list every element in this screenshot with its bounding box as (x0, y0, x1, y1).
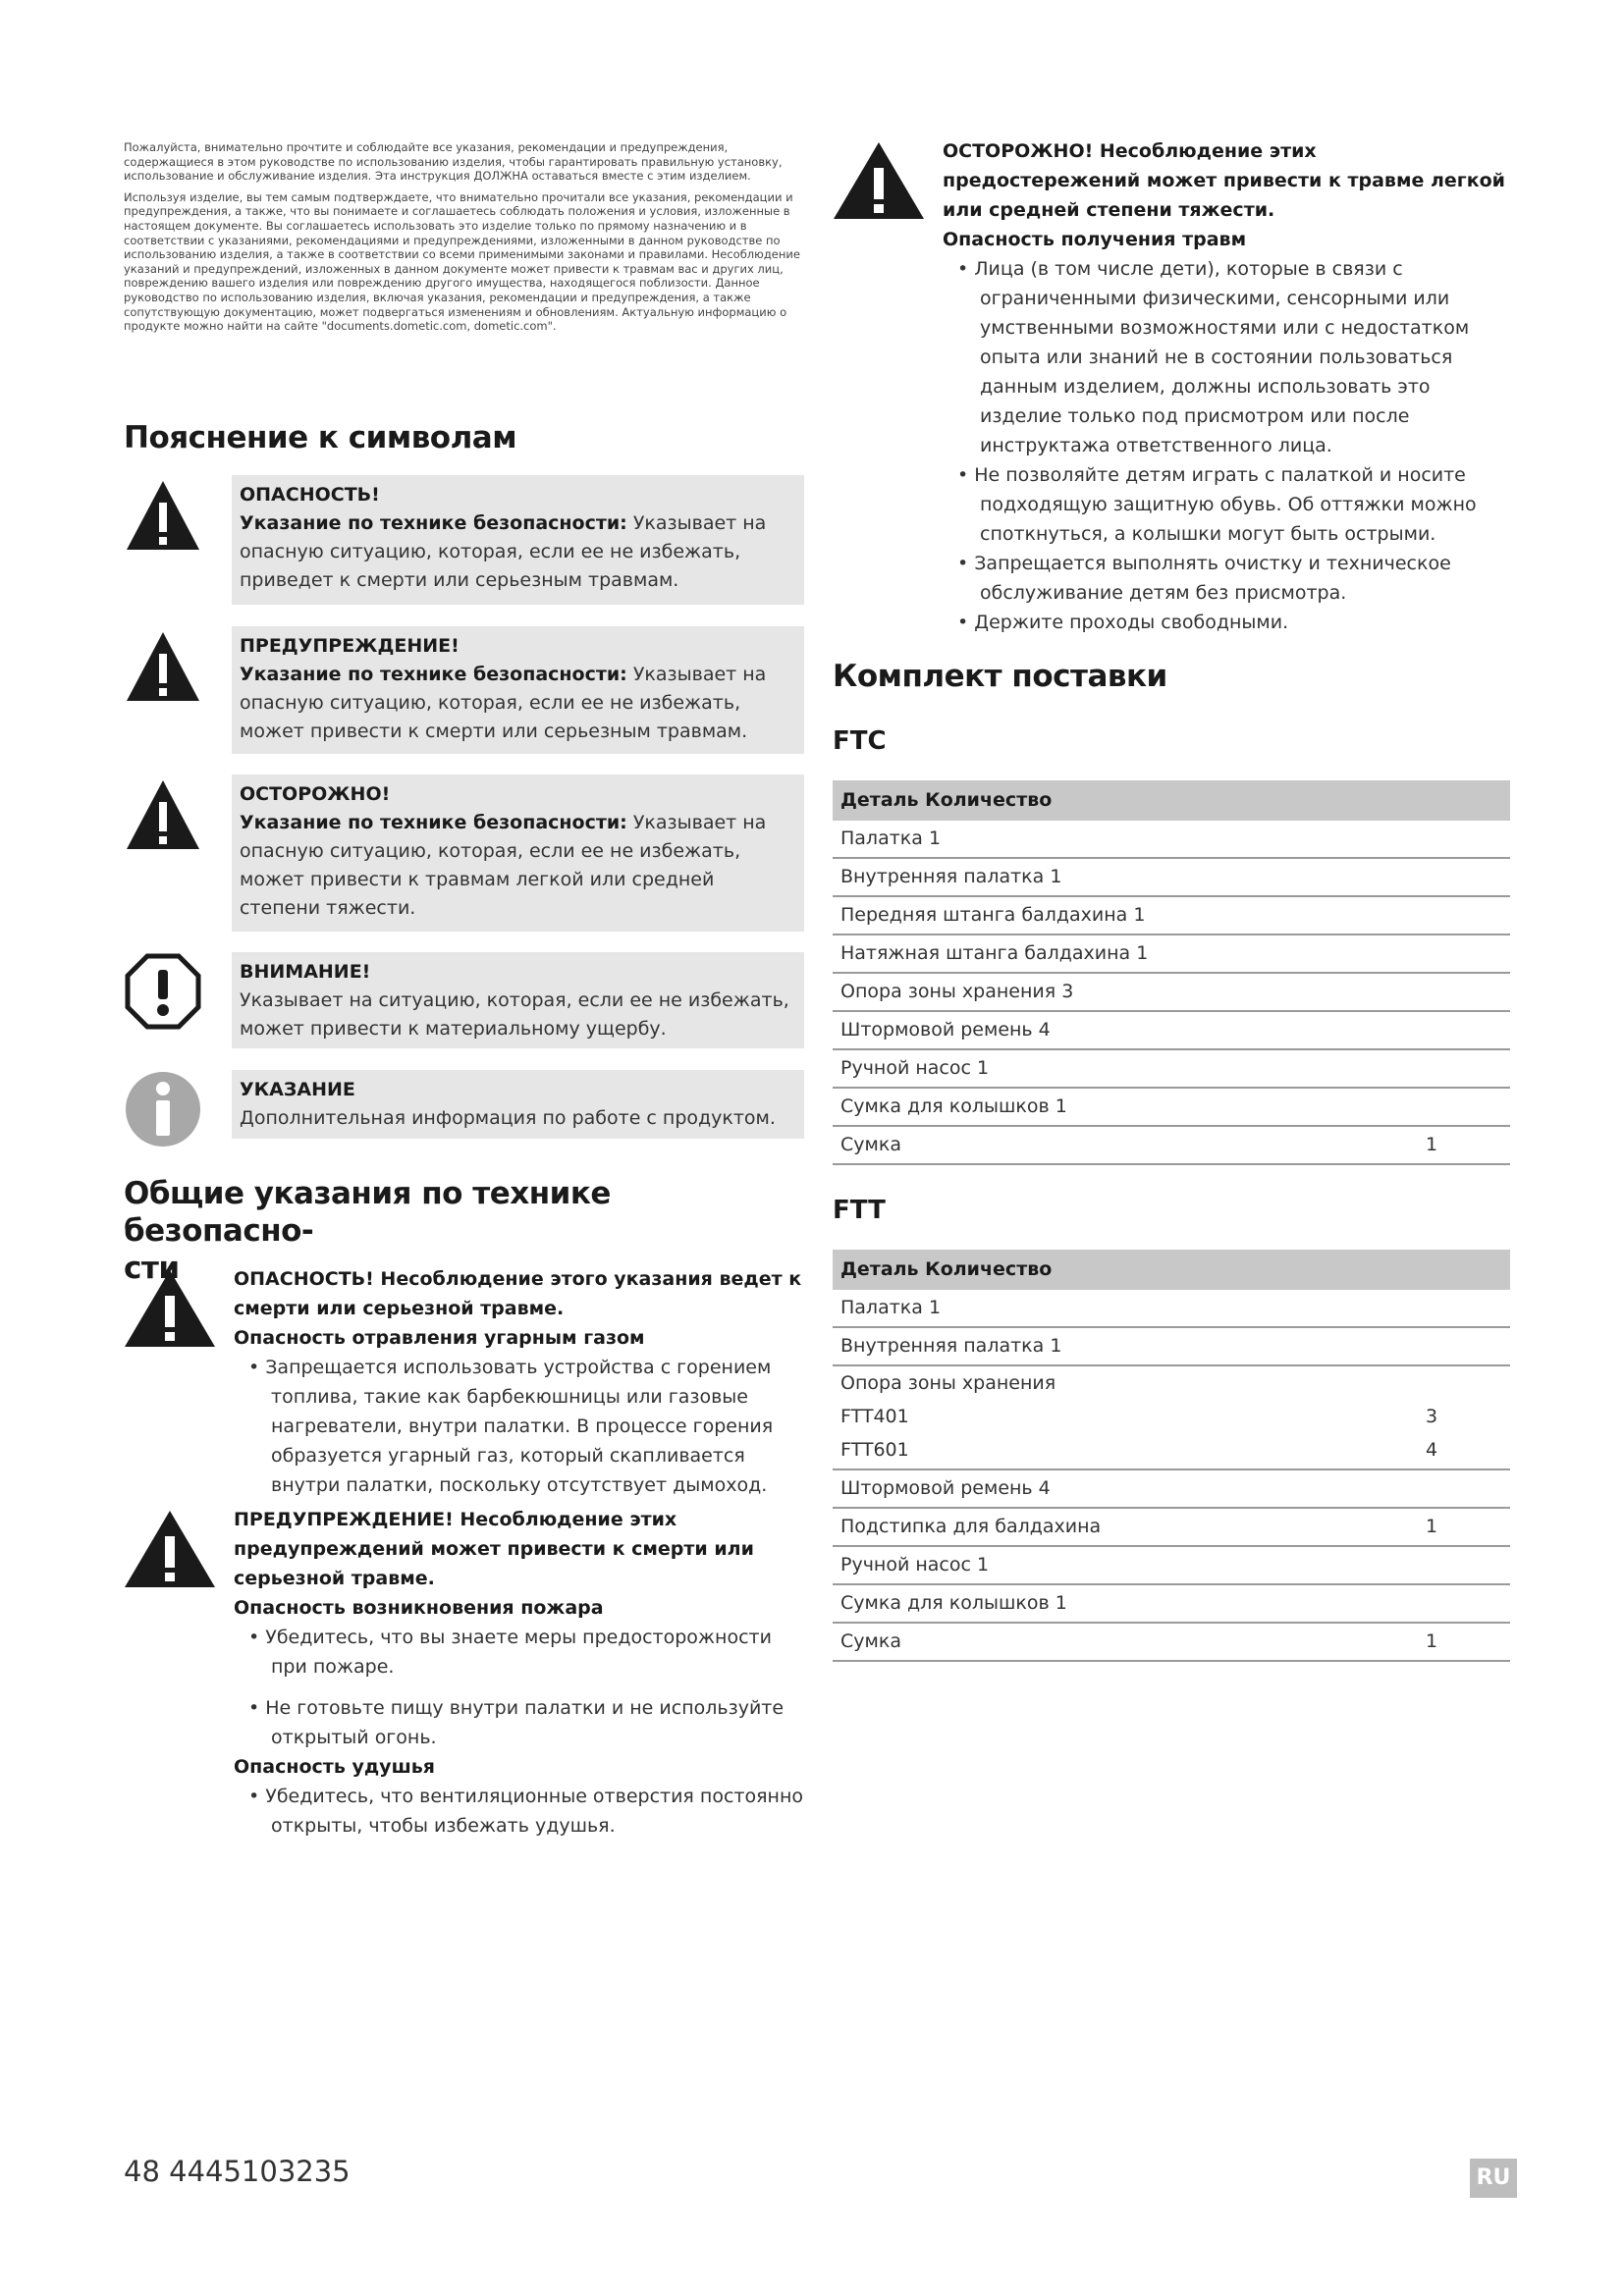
part-quantity: 1 (1426, 1134, 1438, 1155)
table-row (833, 821, 1510, 859)
safety-danger-text (234, 1264, 804, 1500)
warning-triangle-icon (124, 1509, 217, 1589)
list-item: • Запрещается использовать устройства с горением топлива, такие как барбекюшницы или газовые нагреватели, внутри палатки. В процессе горения образуется угарный газ, который скапливается внутри палатки, поскольку отсутствует дымоход. (248, 1357, 774, 1496)
warning-text: Указывает на опасную ситуацию, которая, если ее не избежать, может привести к смерти или серьезным травмам. (240, 664, 767, 742)
table-row (833, 1089, 1510, 1127)
part-name: Палатка 1 (840, 828, 942, 849)
table-row (833, 897, 1510, 935)
part-name: Внутренняя палатка 1 (840, 1335, 1062, 1357)
table-row (833, 859, 1510, 897)
list-item: • Не готовьте пищу внутри палатки и не используйте открытый огонь. (248, 1697, 785, 1748)
safety-heading-line2: сти (124, 1251, 180, 1286)
page-number: 48 4445103235 (124, 2155, 351, 2188)
table-row (833, 1328, 1510, 1366)
safety-caution-text (943, 136, 1510, 637)
notice-box (232, 952, 804, 1048)
table-sub-row (840, 1433, 1510, 1467)
part-quantity: 3 (1426, 1406, 1438, 1427)
part-name: Сумка (840, 1630, 901, 1652)
safety-caution-sub: Опасность получения травм (943, 229, 1247, 250)
list-item: • Запрещается выполнять очистку и техническое обслуживание детям без присмотра. (957, 553, 1451, 604)
ftt-title: FTT (833, 1196, 886, 1225)
warning-triangle-icon (124, 776, 202, 855)
caution-lead: Указание по технике безопасности: (240, 812, 627, 833)
table-row (833, 1624, 1510, 1662)
intro-paragraph-2: Используя изделие, вы тем самым подтверждаете, что внимательно прочитали все указания, рекомендации и предупреждения, а также, что вы понимаете и соглашаетесь соблюдать положения и условия, изложенные в настоящем документе. Вы соглашаетесь использовать это изделие только по прямому назначению и в соответствии с указаниями, рекомендациями и предупреждениями, изложенными в данном руководстве по использованию изделия, а также в соответствии со всеми применимыми законами и правилами. Несоблюдение указаний и предупреждений, изложенных в данном документе может привести к травмам вас и других лиц, повреждению вашего изделия или повреждению другого имущества, находящегося поблизости. Данное руководство по использованию изделия, включая указания, рекомендации и предупреждения, а также сопутствующую документацию, может подвергаться изменениям и обновлениям. Актуальную информацию о продукте можно найти на сайте "documents.dometic.com, dometic.com". (124, 189, 800, 334)
table-sub-row (840, 1400, 1510, 1433)
info-icon (124, 1070, 202, 1148)
notice-title: ВНИМАНИЕ! (240, 961, 371, 983)
ftc-table (833, 780, 1510, 1165)
table-row (833, 1290, 1510, 1328)
table-row (833, 1127, 1510, 1165)
list-item: • Лица (в том числе дети), которые в связи с ограниченными физическими, сенсорными или умственными возможностями или с недостатком опыта или знаний не в состоянии пользоваться данным изделием, должны использовать это изделие только под присмотром или после инструктажа ответственного лица. (957, 258, 1470, 456)
warning-box (232, 626, 804, 754)
part-name: Ручной насос 1 (840, 1057, 990, 1079)
table-row (833, 1366, 1510, 1470)
part-name: Опора зоны хранения 3 (840, 981, 1074, 1002)
warning-triangle-icon (124, 477, 202, 556)
part-name: Передняя штанга балдахина 1 (840, 904, 1146, 926)
table-row (833, 974, 1510, 1012)
note-title: УКАЗАНИЕ (240, 1079, 355, 1100)
list-item: • Убедитесь, что вы знаете меры предосторожности при пожаре. (248, 1627, 772, 1678)
warning-triangle-icon (833, 140, 926, 221)
part-name: Ручной насос 1 (840, 1554, 990, 1575)
language-badge: RU (1470, 2159, 1517, 2198)
part-name: Сумка для колышков 1 (840, 1095, 1067, 1117)
model-name: FTT601 (840, 1439, 909, 1461)
part-name: Сумка для колышков 1 (840, 1592, 1067, 1614)
safety-caution-header: ОСТОРОЖНО! Несоблюдение этих предостережений может привести к травме легкой или средней степени тяжести. (943, 140, 1505, 221)
caution-box (232, 774, 804, 932)
danger-lead: Указание по технике безопасности: (240, 512, 627, 534)
list-item: • Убедитесь, что вентиляционные отверстия постоянно открыты, чтобы избежать удушья. (248, 1786, 803, 1837)
model-name: FTT401 (840, 1406, 909, 1427)
safety-warning-sub1: Опасность возникновения пожара (234, 1597, 604, 1619)
warning-title: ПРЕДУПРЕЖДЕНИЕ! (240, 635, 460, 657)
part-name: Натяжная штанга балдахина 1 (840, 942, 1149, 964)
table-row (833, 1509, 1510, 1547)
list-item: • Держите проходы свободными. (957, 612, 1289, 633)
octagon-exclamation-icon (124, 952, 202, 1031)
safety-danger-header: ОПАСНОСТЬ! Несоблюдение этого указания ведет к смерти или серьезной травме. (234, 1268, 802, 1319)
caution-text: Указывает на опасную ситуацию, которая, если ее не избежать, может привести к травмам легкой или средней степени тяжести. (240, 812, 767, 919)
ftc-title: FTC (833, 726, 887, 756)
safety-heading-line1: Общие указания по технике безопасно- (124, 1176, 611, 1249)
warning-triangle-icon (124, 628, 202, 707)
safety-danger-sub: Опасность отравления угарным газом (234, 1327, 645, 1349)
safety-warning-sub2: Опасность удушья (234, 1756, 435, 1778)
part-name: Палатка 1 (840, 1297, 942, 1318)
part-name: Штормовой ремень 4 (840, 1019, 1051, 1041)
table-row (833, 1012, 1510, 1050)
ftt-table (833, 1250, 1510, 1662)
part-name: Штормовой ремень 4 (840, 1477, 1051, 1499)
table-header: Деталь Количество (833, 1250, 1510, 1290)
part-name: Подстипка для балдахина (840, 1516, 1102, 1537)
caution-title: ОСТОРОЖНО! (240, 783, 391, 805)
table-row (833, 1585, 1510, 1624)
safety-warning-header: ПРЕДУПРЕЖДЕНИЕ! Несоблюдение этих предупреждений может привести к смерти или серьезной травме. (234, 1509, 754, 1589)
part-name: Опора зоны хранения (840, 1372, 1056, 1394)
warning-triangle-icon (124, 1268, 217, 1349)
table-header: Деталь Количество (833, 780, 1510, 821)
delivery-heading: Комплект поставки (833, 659, 1167, 694)
intro-text (124, 140, 804, 341)
table-row (833, 935, 1510, 974)
table-row (833, 1470, 1510, 1509)
danger-text: Указывает на опасную ситуацию, которая, если ее не избежать, приведет к смерти или серьезным травмам. (240, 512, 767, 591)
safety-warning-text (234, 1505, 804, 1841)
warning-lead: Указание по технике безопасности: (240, 664, 627, 685)
symbols-heading: Пояснение к символам (124, 420, 517, 455)
notice-text: Указывает на ситуацию, которая, если ее не избежать, может привести к материальному ущербу. (240, 989, 789, 1040)
intro-paragraph-1: Пожалуйста, внимательно прочтите и соблюдайте все указания, рекомендации и предупреждения, содержащиеся в этом руководстве по использованию изделия, чтобы гарантировать правильную установку, использование и обслуживание изделия. Эта инструкция ДОЛЖНА оставаться вместе с этим изделием. (124, 140, 783, 184)
table-row (833, 1050, 1510, 1089)
list-item: • Не позволяйте детям играть с палаткой и носите подходящую защитную обувь. Об оттяжки можно споткнуться, а колышки могут быть острыми. (957, 464, 1477, 545)
note-text: Дополнительная информация по работе с продуктом. (240, 1107, 776, 1129)
part-quantity: 1 (1426, 1630, 1438, 1652)
part-quantity: 4 (1426, 1439, 1438, 1461)
part-name: Сумка (840, 1134, 901, 1155)
note-box (232, 1070, 804, 1139)
table-row (833, 1547, 1510, 1585)
part-name: Внутренняя палатка 1 (840, 866, 1062, 887)
danger-box (232, 475, 804, 605)
part-quantity: 1 (1426, 1516, 1438, 1537)
danger-title: ОПАСНОСТЬ! (240, 484, 380, 506)
